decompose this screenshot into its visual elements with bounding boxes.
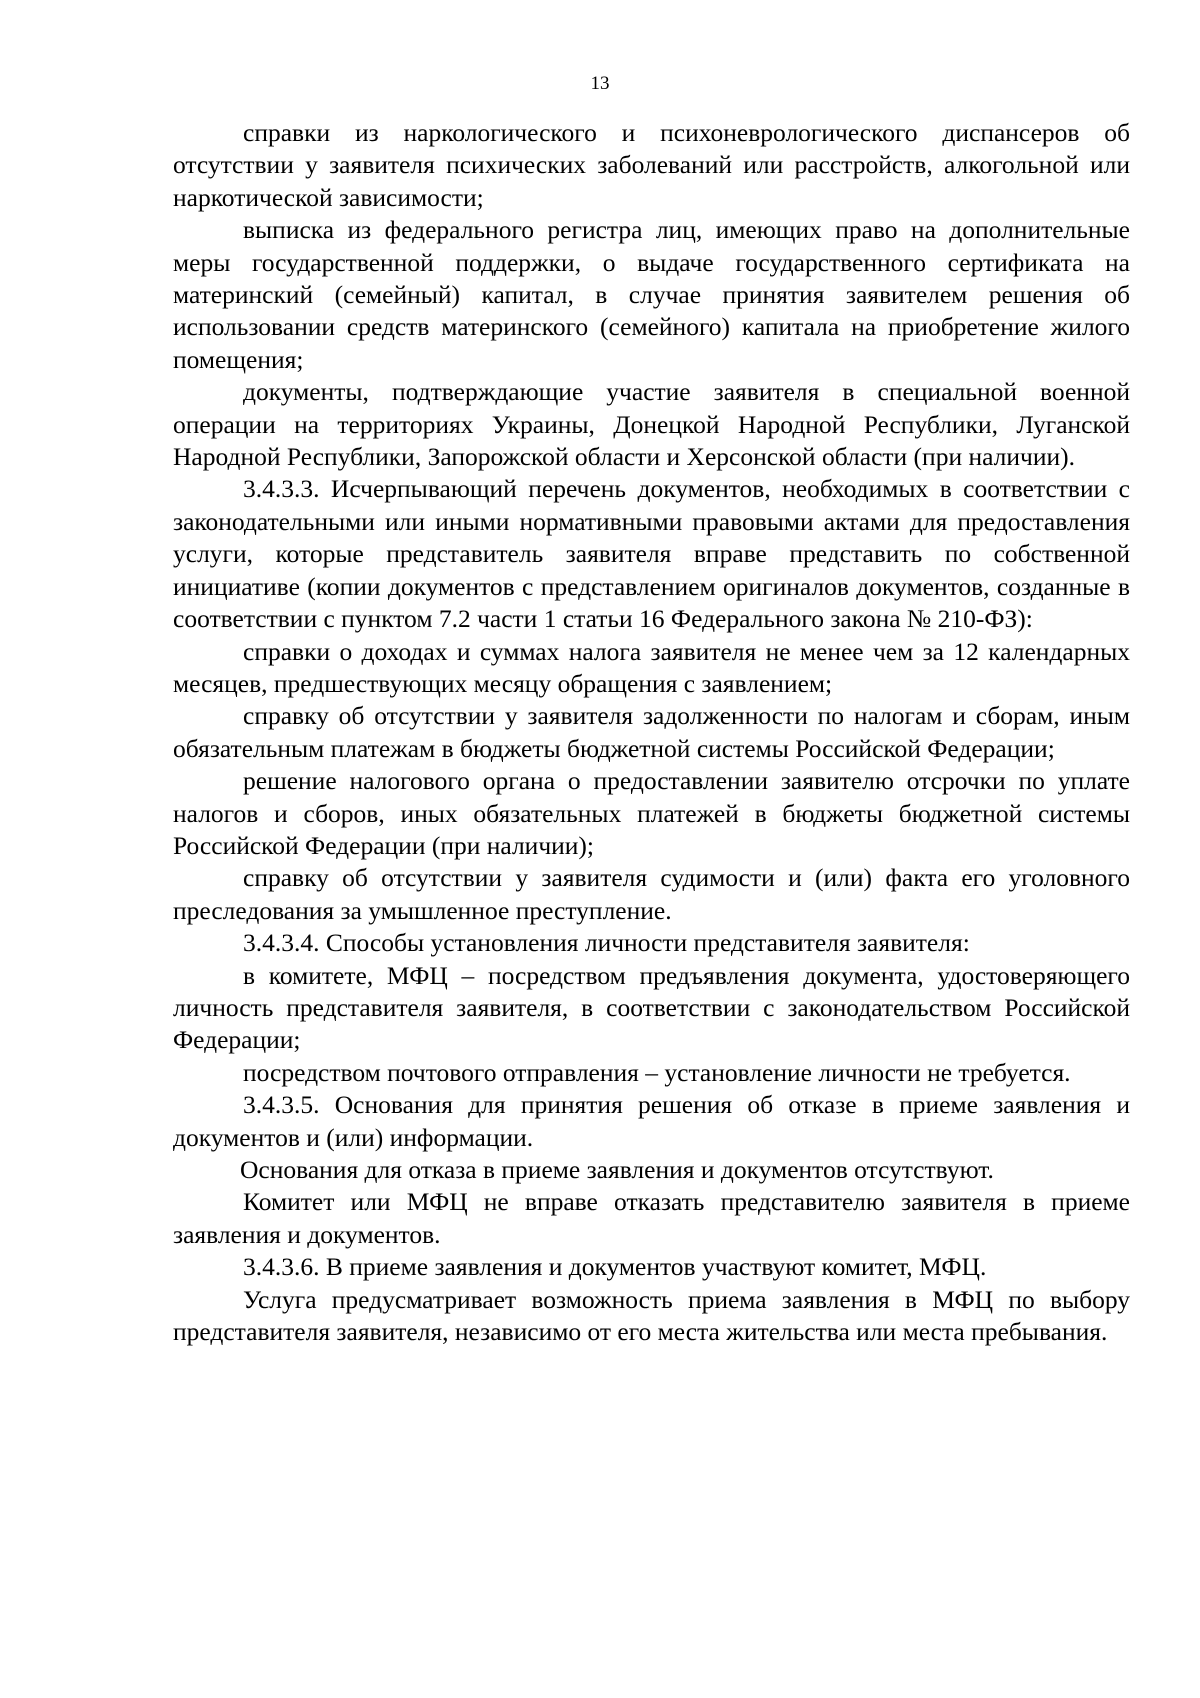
- paragraph-tax-debt-certificate: справку об отсутствии у заявителя задолженности по налогам и сборам, иным обязательным платежам в бюджеты бюджетной системы Российской Федерации;: [173, 701, 1130, 763]
- paragraph-identification-in-committee: в комитете, МФЦ – посредством предъявления документа, удостоверяющего личность представителя заявителя, в соответствии с законодательством Российской Федерации;: [173, 960, 1130, 1055]
- paragraph-committee-cannot-refuse: Комитет или МФЦ не вправе отказать представителю заявителя в приеме заявления и документов.: [173, 1187, 1130, 1249]
- paragraph-narcology-certificates: справки из наркологического и психоневрологического диспансеров об отсутствии у заявителя психических заболеваний или расстройств, алкогольной или наркотической зависимости;: [173, 118, 1130, 212]
- paragraph-mfc-extraterritorial: Услуга предусматривает возможность приема заявления в МФЦ по выбору представителя заявителя, независимо от его места жительства или места пребывания.: [173, 1284, 1130, 1347]
- paragraph-section-3-4-3-5: 3.4.3.5. Основания для принятия решения об отказе в приеме заявления и документов и (или) информации.: [173, 1090, 1130, 1152]
- paragraph-tax-deferral-decision: решение налогового органа о предоставлении заявителю отсрочки по уплате налогов и сборов, иных обязательных платежей в бюджеты бюджетной системы Российской Федерации (при наличии);: [173, 766, 1130, 860]
- paragraph-section-3-4-3-6: 3.4.3.6. В приеме заявления и документов участвуют комитет, МФЦ.: [243, 1252, 987, 1282]
- paragraph-section-3-4-3-4: 3.4.3.4. Способы установления личности представителя заявителя:: [243, 928, 970, 958]
- paragraph-identification-by-mail: посредством почтового отправления – установление личности не требуется.: [243, 1057, 1071, 1087]
- document-body: [173, 117, 1130, 1348]
- paragraph-military-operation-documents: документы, подтверждающие участие заявителя в специальной военной операции на территориях Украины, Донецкой Народной Республики, Луганской Народной Республики, Запорожской области и Херсонской области (при наличии).: [173, 377, 1130, 472]
- paragraph-section-3-4-3-3: 3.4.3.3. Исчерпывающий перечень документов, необходимых в соответствии с законодательными или иными нормативными правовыми актами для предоставления услуги, которые представитель заявителя вправе представить по собственной инициативе (копии документов с представлением оригиналов документов, созданные в соответствии с пунктом 7.2 части 1 статьи 16 Федерального закона № 210-ФЗ):: [173, 474, 1130, 634]
- paragraph-federal-register-extract: выписка из федерального регистра лиц, имеющих право на дополнительные меры государственной поддержки, о выдаче государственного сертификата на материнский (семейный) капитал, в случае принятия заявителем решения об использовании средств материнского (семейного) капитала на приобретение жилого помещения;: [173, 215, 1130, 374]
- paragraph-no-refusal-grounds: Основания для отказа в приеме заявления и документов отсутствуют.: [240, 1155, 994, 1184]
- page-number: 13: [590, 73, 610, 94]
- paragraph-income-certificates: справки о доходах и суммах налога заявителя не менее чем за 12 календарных месяцев, предшествующих месяцу обращения с заявлением;: [173, 636, 1130, 698]
- paragraph-criminal-record-certificate: справку об отсутствии у заявителя судимости и (или) факта его уголовного преследования за умышленное преступление.: [173, 863, 1130, 925]
